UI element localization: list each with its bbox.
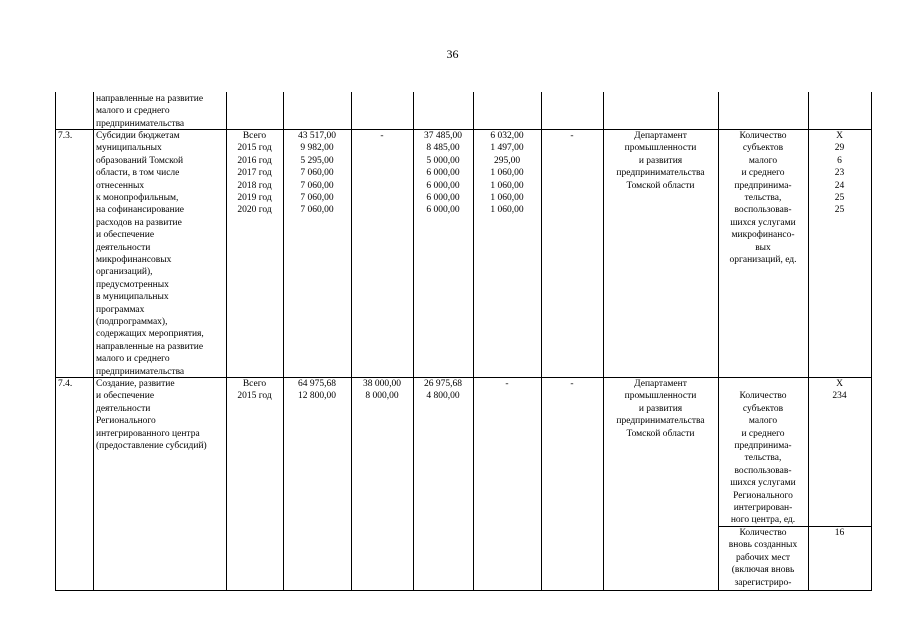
indicator-line: малого: [748, 155, 778, 166]
year-label: 2020 год: [237, 205, 272, 216]
total-value: 7 060,00: [300, 193, 334, 203]
indicator-line: вых: [755, 242, 771, 253]
indicator-line: предпринима-: [734, 180, 792, 191]
year-label: 2015 год: [237, 143, 272, 154]
year-label: 2019 год: [237, 193, 272, 203]
year-label: 2015 год: [237, 391, 272, 402]
indicator-line: воспользовав-: [734, 465, 792, 476]
budget-value: 6 000,00: [426, 168, 460, 179]
indicator-line: шихся услугами: [730, 217, 796, 228]
total-value: 5 295,00: [300, 155, 334, 166]
name-line: организаций),: [96, 267, 153, 278]
name-line: программах: [96, 304, 145, 315]
indicator-line: Количество: [739, 131, 787, 141]
indicator-line: рабочих мест: [735, 552, 791, 563]
year-label: Всего: [242, 379, 267, 389]
budget-value: 26 975,68: [424, 379, 462, 389]
budget-value: 1 060,00: [490, 180, 524, 191]
indicator-line: интегрирован-: [733, 503, 793, 513]
executor-line: промышленности: [624, 391, 697, 402]
name-line: области, в том числе: [96, 168, 180, 179]
indicator-line: ного центра, ед.: [730, 515, 796, 526]
name-line: в муниципальных: [96, 292, 169, 303]
column-border-7: [541, 92, 542, 591]
name-line: Создание, развитие: [96, 379, 175, 389]
name-line: микрофинансовых: [96, 255, 172, 265]
name-line: и обеспечение: [96, 391, 155, 402]
budget-value: 6 000,00: [426, 205, 460, 216]
year-label: 2016 год: [237, 155, 272, 166]
budget-value: 6 000,00: [426, 180, 460, 191]
total-value: 7 060,00: [300, 180, 334, 191]
name-line: предусмотренных: [96, 279, 169, 290]
indicator-line: субъектов: [742, 403, 784, 414]
column-border-11: [871, 92, 872, 591]
column-border-0: [55, 92, 56, 591]
indicator-line: субъектов: [742, 143, 784, 154]
indicator-line: Количество: [739, 528, 787, 538]
total-value: 7 060,00: [300, 205, 334, 216]
year-label: 2018 год: [237, 180, 272, 191]
indicator-value: 25: [834, 193, 845, 203]
budget-value: 8 485,00: [426, 143, 460, 154]
indicator-line: предпринима-: [734, 441, 792, 451]
indicator-value: 25: [834, 205, 845, 216]
indicator-line: воспользовав-: [734, 205, 792, 216]
name-line: (предоставление субсидий): [96, 441, 207, 451]
total-value: 9 982,00: [300, 143, 334, 154]
name-line: предпринимательства: [96, 366, 185, 377]
total-value: 7 060,00: [300, 168, 334, 179]
total-value: 12 800,00: [298, 391, 336, 402]
year-label: 2017 год: [237, 168, 272, 179]
budget-value: 295,00: [493, 155, 521, 166]
budget-value: 38 000,00: [363, 379, 401, 389]
budget-value: 37 485,00: [424, 131, 462, 141]
indicator-value: 24: [834, 180, 845, 191]
indicator-line: малого: [748, 416, 778, 427]
indicator-line: тельства,: [744, 453, 782, 464]
indicator-line: микрофинансо-: [731, 230, 795, 241]
budget-value: 1 497,00: [490, 143, 524, 154]
executor-line: Департамент: [634, 131, 687, 141]
row-number: 7.4.: [58, 379, 73, 389]
indicator-line: зарегистриро-: [734, 577, 792, 588]
budget-value: -: [505, 379, 509, 389]
name-line: (подпрограммах),: [96, 317, 168, 327]
budget-value: 4 800,00: [426, 391, 460, 402]
executor-line: Томской области: [626, 180, 695, 191]
budget-value: 1 060,00: [490, 205, 524, 216]
name-line: на софинансирование: [96, 205, 185, 216]
budget-value: -: [570, 131, 574, 141]
executor-line: Томской области: [626, 428, 695, 439]
name-line: содержащих мероприятия,: [96, 329, 204, 340]
budget-value: 8 000,00: [365, 391, 399, 402]
executor-line: предпринимательства: [616, 168, 705, 179]
name-line: муниципальных: [96, 143, 162, 154]
executor-line: промышленности: [624, 143, 697, 154]
budget-value: 1 060,00: [490, 193, 524, 203]
indicator-value: Х: [836, 131, 843, 141]
indicator-line: и среднего: [741, 428, 785, 439]
budget-value: 6 032,00: [490, 131, 524, 141]
indicator-line: Регионального: [733, 490, 793, 501]
budget-value: 1 060,00: [490, 168, 524, 179]
executor-line: и развития: [638, 403, 683, 414]
budget-value: 6 000,00: [426, 193, 460, 203]
budget-value: -: [380, 131, 384, 141]
name-line: малого и среднего: [96, 106, 170, 117]
indicator-line: Количество: [739, 391, 787, 402]
indicator-value: 234: [832, 391, 847, 402]
name-line: и обеспечение: [96, 230, 155, 241]
name-line: предпринимательства: [96, 118, 185, 129]
indicator-value: Х: [836, 379, 843, 389]
indicator-line: шихся услугами: [730, 478, 796, 489]
name-line: образований Томской: [96, 155, 184, 166]
indicator-line: вновь созданных: [728, 540, 798, 551]
name-line: направленные на развитие: [96, 94, 204, 104]
name-line: деятельности: [96, 403, 151, 414]
indicator-line: тельства,: [744, 193, 782, 203]
budget-value: 5 000,00: [426, 155, 460, 166]
executor-line: и развития: [638, 155, 683, 166]
name-line: направленные на развитие: [96, 341, 204, 352]
name-line: к монопрофильным,: [96, 193, 179, 203]
name-line: Регионального: [96, 416, 156, 427]
table-bottom-border: [55, 590, 872, 591]
executor-line: предпринимательства: [616, 416, 705, 427]
name-line: отнесенных: [96, 180, 145, 191]
page-number: 36: [446, 47, 459, 61]
budget-value: -: [570, 379, 574, 389]
indicator-value: 23: [834, 168, 845, 179]
indicator-value: 16: [834, 528, 845, 538]
name-line: малого и среднего: [96, 354, 170, 365]
indicator-value: 29: [834, 143, 845, 154]
indicator-line: организаций, ед.: [729, 255, 797, 265]
name-line: деятельности: [96, 242, 151, 253]
name-line: Субсидии бюджетам: [96, 131, 180, 141]
name-line: интегрированного центра: [96, 428, 200, 439]
column-border-4: [351, 92, 352, 591]
year-label: Всего: [242, 131, 267, 141]
executor-line: Департамент: [634, 379, 687, 389]
indicator-line: и среднего: [741, 168, 785, 179]
total-value: 64 975,68: [298, 379, 336, 389]
column-border-1: [93, 92, 94, 591]
name-line: расходов на развитие: [96, 217, 182, 228]
total-value: 43 517,00: [298, 131, 336, 141]
row-number: 7.3.: [58, 131, 73, 141]
indicator-line: (включая вновь: [731, 565, 795, 576]
indicator-value: 6: [837, 155, 842, 166]
